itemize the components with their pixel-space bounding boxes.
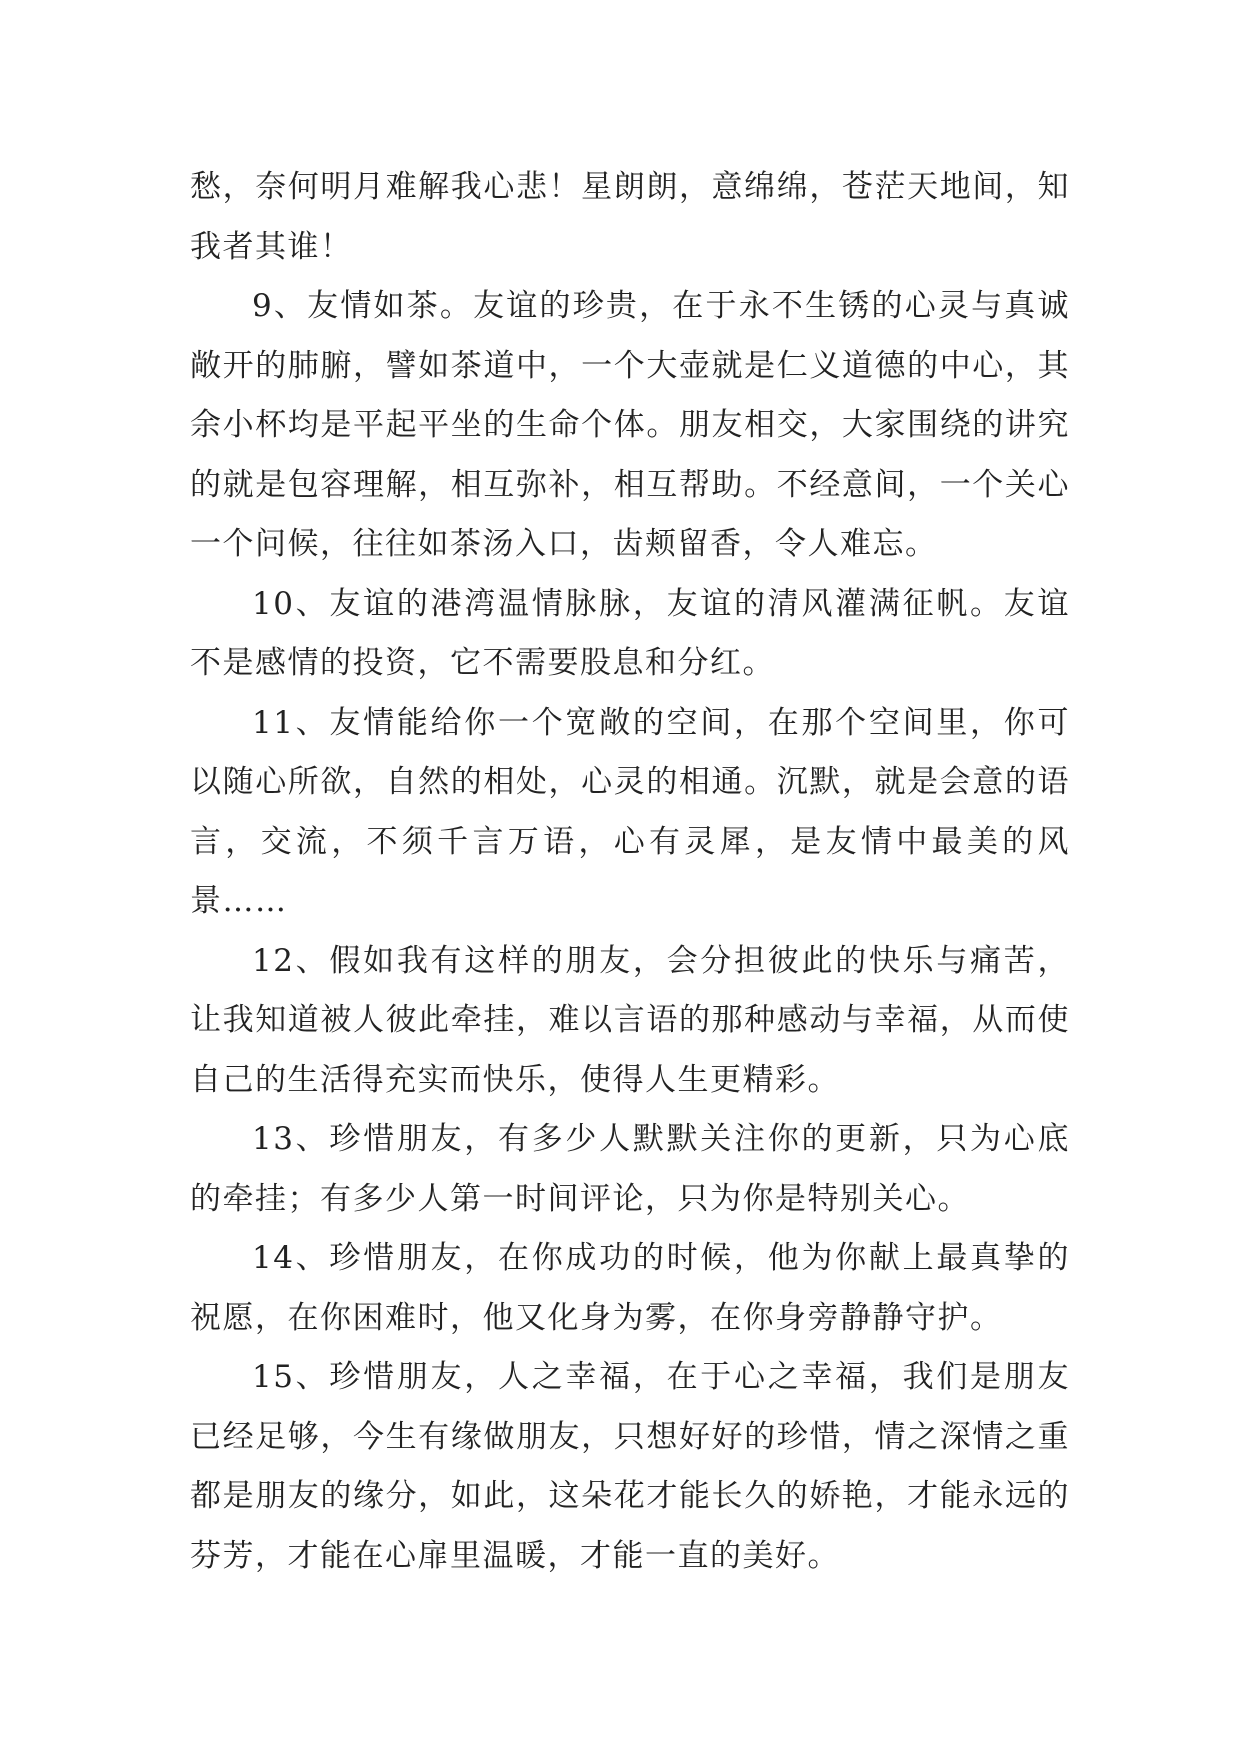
paragraph-10: 10、友谊的港湾温情脉脉，友谊的清风灌满征帆。友谊不是感情的投资，它不需要股息和分红。 bbox=[190, 585, 1070, 681]
paragraph-15: 15、珍惜朋友，人之幸福，在于心之幸福，我们是朋友已经足够，今生有缘做朋友，只想好好的珍惜，情之深情之重都是朋友的缘分，如此，这朵花才能长久的娇艳，才能永远的芬芳，才能在心扉里温暖，才能一直的美好。 bbox=[190, 1359, 1070, 1574]
paragraph-9: 9、友情如茶。友谊的珍贵，在于永不生锈的心灵与真诚敞开的肺腑，譬如茶道中，一个大壶就是仁义道德的中心，其余小杯均是平起平坐的生命个体。朋友相交，大家围绕的讲究的就是包容理解，相互弥补，相互帮助。不经意间，一个关心一个问候，往往如茶汤入口，齿颊留香，令人难忘。 bbox=[190, 288, 1070, 562]
paragraph-11: 11、友情能给你一个宽敞的空间，在那个空间里，你可以随心所欲，自然的相处，心灵的相通。沉默，就是会意的语言，交流，不须千言万语，心有灵犀，是友情中最美的风景…… bbox=[190, 704, 1070, 919]
paragraph-12: 12、假如我有这样的朋友，会分担彼此的快乐与痛苦，让我知道被人彼此牵挂，难以言语的那种感动与幸福，从而使自己的生活得充实而快乐，使得人生更精彩。 bbox=[190, 942, 1070, 1098]
document-body bbox=[190, 158, 1070, 1586]
paragraph-14: 14、珍惜朋友，在你成功的时候，他为你献上最真挚的祝愿，在你困难时，他又化身为雾，在你身旁静静守护。 bbox=[190, 1240, 1070, 1336]
paragraph-13: 13、珍惜朋友，有多少人默默关注你的更新，只为心底的牵挂；有多少人第一时间评论，只为你是特别关心。 bbox=[190, 1121, 1070, 1217]
paragraph-continuation: 愁，奈何明月难解我心悲！星朗朗，意绵绵，苍茫天地间，知我者其谁！ bbox=[190, 169, 1070, 265]
